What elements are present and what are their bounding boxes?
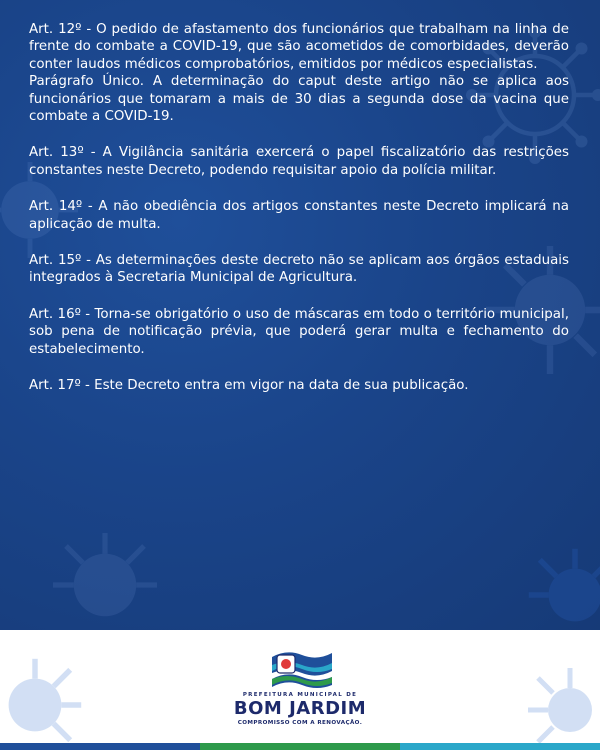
- virus-icon: [40, 520, 170, 630]
- article-13: Art. 13º - A Vigilância sanitária exercerá o papel fiscalizatório das restrições constantes neste Decreto, podendo requisitar apoio da polícia militar.: [29, 145, 569, 178]
- virus-icon: [520, 540, 600, 630]
- article-12: Art. 12º - O pedido de afastamento dos funcionários que trabalham na linha de frente do combate a COVID-19, que são acometidos de comorbidades, deverão conter laudos médicos comprobatórios, emitidos por médicos especialistas.: [29, 22, 569, 72]
- footer-stripes: [0, 743, 600, 750]
- article-14: Art. 14º - A não obediência dos artigos constantes neste Decreto implicará na aplicação de multa.: [29, 199, 569, 232]
- article-15: Art. 15º - As determinações deste decreto não se aplicam aos órgãos estaduais integrados à Secretaria Municipal de Agricultura.: [29, 253, 569, 286]
- footer: [0, 630, 600, 750]
- article-12-paragraph: Parágrafo Único. A determinação do caput deste artigo não se aplica aos funcionários que tomaram a mais de 30 dias a segunda dose da vacina que combate a COVID-19.: [29, 74, 569, 125]
- article-16: Art. 16º - Torna-se obrigatório o uso de máscaras em todo o território municipal, sob pena de notificação prévia, que poderá gerar multa e fechamento do estabelecimento.: [29, 306, 569, 357]
- stripe-green: [200, 743, 400, 750]
- municipal-flag-logo: [267, 643, 337, 693]
- decree-text: [29, 21, 569, 395]
- logo-title: BOM JARDIM: [233, 698, 367, 719]
- article-17: Art. 17º - Este Decreto entra em vigor na data de sua publicação.: [29, 378, 469, 394]
- logo-prefix: PREFEITURA MUNICIPAL DE: [242, 692, 358, 698]
- logo-slogan: COMPROMISSO COM A RENOVAÇÃO.: [237, 720, 363, 726]
- stripe-blue: [0, 743, 200, 750]
- stripe-teal: [400, 743, 600, 750]
